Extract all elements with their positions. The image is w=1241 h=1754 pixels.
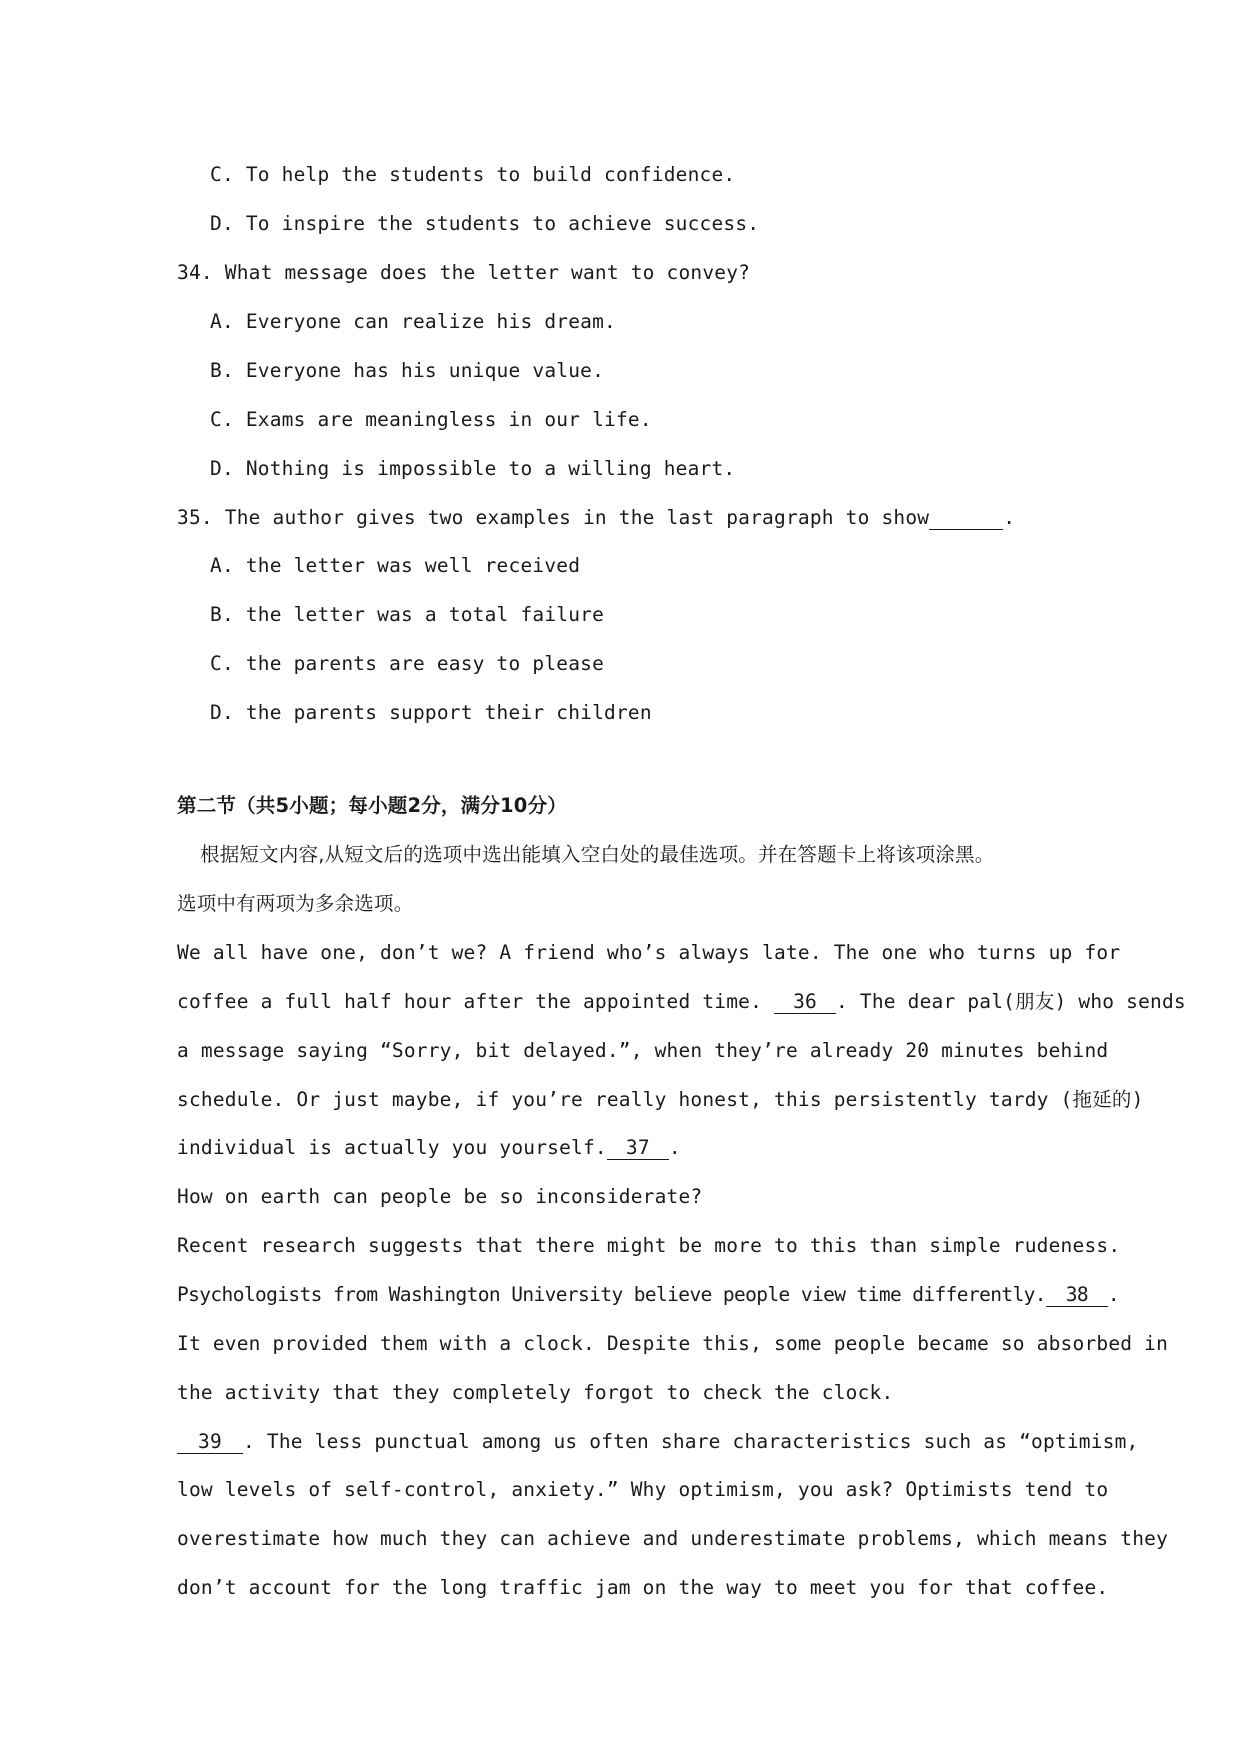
q34-option-b: B. Everyone has his unique value. [210,359,605,382]
passage-line-11-text: . The less punctual among us often share characteristics such as “optimism, [243,1430,1139,1453]
q34-stem: 34. What message does the letter want to convey? [177,261,751,284]
passage-line-9: It even provided them with a clock. Despite this, some people became so absorbed in [177,1332,1169,1355]
passage-line-1: We all have one, don’t we? A friend who’s always late. The one who turns up for [177,941,1121,964]
q34-option-c: C. Exams are meaningless in our life. [210,408,652,431]
blank-39: 39 [177,1431,243,1454]
passage-line-10: the activity that they completely forgot to check the clock. [177,1381,894,1404]
passage-line-8 [177,1282,1119,1308]
q35-option-a: A. the letter was well received [210,554,581,577]
section-heading: 第二节（共5小题；每小题2分，满分10分） [177,794,567,817]
passage-line-12: low levels of self-control, anxiety.” Why optimism, you ask? Optimists tend to [177,1478,1109,1501]
q35-stem: 35. The author gives two examples in the last paragraph to show [177,506,930,529]
passage-line-8-text: Psychologists from Washington University believe people view time differently. [177,1283,1046,1306]
passage-line-4: schedule. Or just maybe, if you’re really honest, this persistently tardy (拖延的) [177,1088,1144,1111]
q35-stem-end: . [1003,506,1016,529]
passage-line-6: How on earth can people be so inconsiderate? [177,1185,703,1208]
passage-line-2 [177,989,1186,1015]
q35-option-c: C. the parents are easy to please [210,652,605,675]
passage-line-8-tail: . [1107,1283,1120,1306]
passage-line-11 [177,1429,1139,1455]
q35-answer-blank [929,507,1003,530]
blank-36: 36 [774,991,836,1014]
q33-option-c: C. To help the students to build confidence. [210,163,736,186]
passage-line-5 [177,1135,681,1161]
q35-option-d: D. the parents support their children [210,701,652,724]
q35-option-b: B. the letter was a total failure [210,603,605,626]
passage-line-2-text: coffee a full half hour after the appointed time. [177,990,763,1013]
passage-line-13: overestimate how much they can achieve and underestimate problems, which means they [177,1527,1169,1550]
blank-37: 37 [607,1137,669,1160]
passage-line-2-tail: . The dear pal(朋友) who sends [836,990,1186,1013]
passage-line-14: don’t account for the long traffic jam on the way to meet you for that coffee. [177,1576,1109,1599]
passage-line-3: a message saying “Sorry, bit delayed.”, when they’re already 20 minutes behind [177,1039,1109,1062]
q34-option-a: A. Everyone can realize his dream. [210,310,616,333]
passage-line-5-text: individual is actually you yourself. [177,1136,607,1159]
q34-option-d: D. Nothing is impossible to a willing heart. [210,457,736,480]
blank-38: 38 [1046,1284,1108,1307]
q35-stem-line [177,505,1015,531]
section-instruction-2: 选项中有两项为多余选项。 [177,892,414,915]
passage-line-5-tail: . [668,1136,681,1159]
passage-line-7: Recent research suggests that there might be more to this than simple rudeness. [177,1234,1121,1257]
section-instruction-1: 根据短文内容,从短文后的选项中选出能填入空白处的最佳选项。并在答题卡上将该项涂黑。 [200,843,995,866]
q33-option-d: D. To inspire the students to achieve success. [210,212,760,235]
